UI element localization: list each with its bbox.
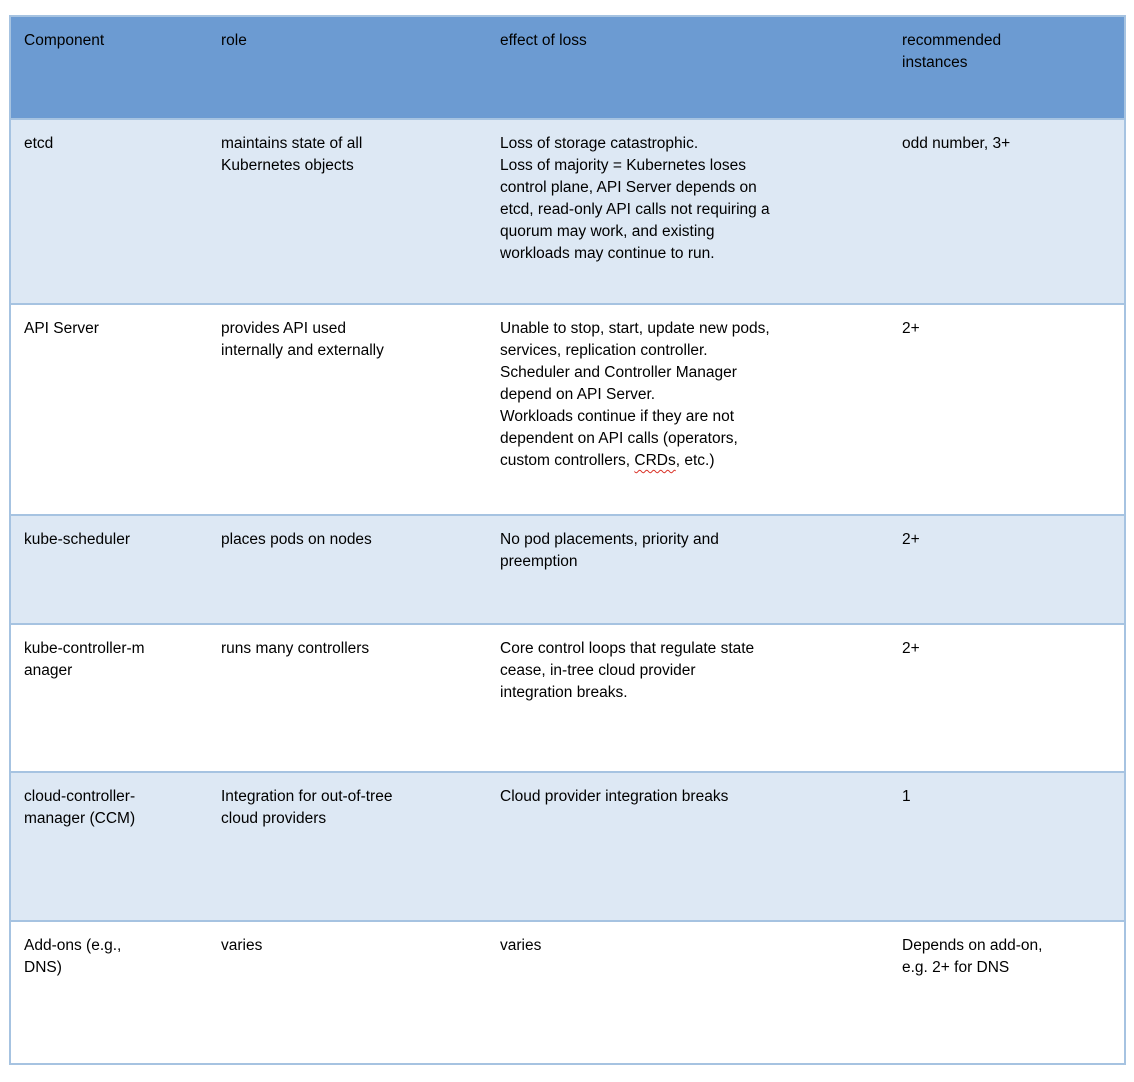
text-line: Workloads continue if they are not <box>500 408 735 425</box>
cell-role <box>206 624 485 772</box>
text-line: etcd, read-only API calls not requiring a <box>500 201 770 218</box>
text-line: maintains state of all <box>221 135 363 152</box>
text-line: cease, in-tree cloud provider <box>500 662 696 679</box>
cell-role <box>206 304 485 515</box>
column-header-effect-of-loss <box>485 16 887 119</box>
cell-component <box>10 624 206 772</box>
text-line: instances <box>902 54 968 71</box>
cell-role <box>206 515 485 624</box>
text-line: 1 <box>902 788 911 805</box>
text-line: Integration for out-of-tree <box>221 788 393 805</box>
text-line: internally and externally <box>221 342 384 359</box>
cell-recommended-instances <box>887 921 1125 1064</box>
cell-effect-of-loss <box>485 304 887 515</box>
text-segment: custom controllers, <box>500 452 635 469</box>
cell-component <box>10 772 206 921</box>
text-line: depend on API Server. <box>500 386 656 403</box>
column-header-component <box>10 16 206 119</box>
text-line: varies <box>221 937 263 954</box>
text-line: preemption <box>500 553 578 570</box>
header-row <box>10 16 1125 119</box>
text-line: places pods on nodes <box>221 531 372 548</box>
cell-role <box>206 119 485 304</box>
text-line: workloads may continue to run. <box>500 245 715 262</box>
cell-role <box>206 921 485 1064</box>
cell-role <box>206 772 485 921</box>
column-header-role <box>206 16 485 119</box>
text-line: runs many controllers <box>221 640 370 657</box>
text-line <box>500 450 872 472</box>
text-line: 2+ <box>902 531 920 548</box>
table-row-cloud-controller-manager <box>10 772 1125 921</box>
text-line: manager (CCM) <box>24 810 136 827</box>
text-line: effect of loss <box>500 32 587 49</box>
text-line: etcd <box>24 135 54 152</box>
text-segment: , etc.) <box>675 452 715 469</box>
table-row-etcd <box>10 119 1125 304</box>
cell-recommended-instances <box>887 624 1125 772</box>
text-line: Kubernetes objects <box>221 157 354 174</box>
text-line: kube-scheduler <box>24 531 130 548</box>
text-line: cloud providers <box>221 810 327 827</box>
table-row-add-ons <box>10 921 1125 1064</box>
text-line: recommended <box>902 32 1002 49</box>
text-line: API Server <box>24 320 99 337</box>
table-row-api-server <box>10 304 1125 515</box>
text-line: Depends on add-on, <box>902 937 1043 954</box>
text-line: Cloud provider integration breaks <box>500 788 729 805</box>
text-line: provides API used <box>221 320 346 337</box>
text-line: control plane, API Server depends on <box>500 179 757 196</box>
text-line: kube-controller-m <box>24 640 145 657</box>
cell-effect-of-loss <box>485 119 887 304</box>
text-line: Add-ons (e.g., <box>24 937 122 954</box>
text-line: 2+ <box>902 320 920 337</box>
cell-recommended-instances <box>887 119 1125 304</box>
text-line: odd number, 3+ <box>902 135 1011 152</box>
column-header-recommended-instances <box>887 16 1125 119</box>
cell-recommended-instances <box>887 772 1125 921</box>
cell-component <box>10 515 206 624</box>
text-line: dependent on API calls (operators, <box>500 430 738 447</box>
text-line: cloud-controller- <box>24 788 136 805</box>
text-line: role <box>221 32 247 49</box>
spellcheck-squiggle: CRDs <box>634 452 676 469</box>
cell-effect-of-loss <box>485 772 887 921</box>
cell-recommended-instances <box>887 515 1125 624</box>
text-line: Component <box>24 32 105 49</box>
table-row-kube-scheduler <box>10 515 1125 624</box>
cell-component <box>10 921 206 1064</box>
text-line: No pod placements, priority and <box>500 531 719 548</box>
cell-component <box>10 304 206 515</box>
text-line: e.g. 2+ for DNS <box>902 959 1010 976</box>
text-line: integration breaks. <box>500 684 628 701</box>
text-line: Loss of storage catastrophic. <box>500 135 699 152</box>
text-line: Scheduler and Controller Manager <box>500 364 737 381</box>
control-plane-components-table <box>9 15 1126 1065</box>
text-line: services, replication controller. <box>500 342 708 359</box>
cell-effect-of-loss <box>485 515 887 624</box>
text-line: 2+ <box>902 640 920 657</box>
table-row-kube-controller-manager <box>10 624 1125 772</box>
text-line: varies <box>500 937 542 954</box>
text-line: quorum may work, and existing <box>500 223 715 240</box>
text-line: Unable to stop, start, update new pods, <box>500 320 770 337</box>
cell-recommended-instances <box>887 304 1125 515</box>
text-line: anager <box>24 662 73 679</box>
text-line: Core control loops that regulate state <box>500 640 755 657</box>
cell-effect-of-loss <box>485 921 887 1064</box>
text-line: DNS) <box>24 959 62 976</box>
cell-effect-of-loss <box>485 624 887 772</box>
cell-component <box>10 119 206 304</box>
text-line: Loss of majority = Kubernetes loses <box>500 157 746 174</box>
